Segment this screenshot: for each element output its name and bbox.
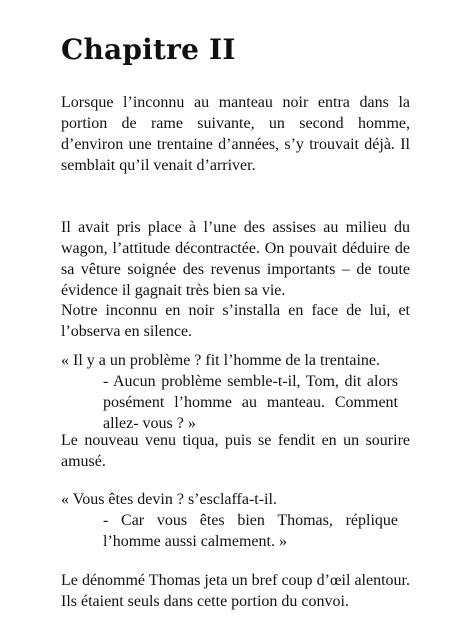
text-line: d’environ une trentaine d’années, s’y trouvait déjà. Il	[61, 136, 410, 153]
paragraph-seated-man	[61, 217, 410, 301]
chapter-title: Chapitre II	[61, 33, 236, 66]
dialogue-no-problem-reply	[103, 371, 398, 434]
paragraph-newcomer-smiles	[61, 430, 410, 472]
text-line: « Il y a un problème ? fit l’homme de la trentaine.	[61, 352, 380, 369]
text-line: allez- vous ? »	[103, 415, 196, 432]
text-line: l’observa en silence.	[61, 323, 193, 340]
text-line: Lorsque l’inconnu au manteau noir entra dans la	[61, 94, 410, 111]
text-line: l’homme aussi calmement. »	[103, 533, 287, 550]
text-line: - Aucun problème semble-t-il, Tom, dit alors	[103, 373, 398, 390]
paragraph-sits-opposite	[61, 300, 410, 342]
dialogue-devin-question	[61, 489, 410, 510]
text-line: évidence il gagnait très bien sa vie.	[61, 282, 286, 299]
text-line: « Vous êtes devin ? s’esclaffa-t-il.	[61, 491, 277, 508]
text-line: Le nouveau venu tiqua, puis se fendit en un sourire	[61, 432, 410, 449]
text-line: Il avait pris place à l’une des assises au milieu du	[61, 219, 410, 236]
dialogue-problem-question	[61, 350, 410, 371]
text-line: Le dénommé Thomas jeta un bref coup d’œil alentour.	[61, 572, 410, 589]
text-line: portion de rame suivante, un second homme,	[61, 115, 410, 132]
text-line: wagon, l’attitude décontractée. On pouvait déduire de	[61, 240, 410, 257]
text-line: semblait qu’il venait d’arriver.	[61, 157, 256, 174]
text-line: posément l’homme au manteau. Comment	[103, 394, 398, 411]
paragraph-thomas-glances	[61, 570, 410, 612]
paragraph-arrival	[61, 92, 410, 176]
text-line: sa vêture soignée des revenus importants – de toute	[61, 261, 410, 278]
text-line: Ils étaient seuls dans cette portion du convoi.	[61, 593, 349, 610]
text-line: - Car vous êtes bien Thomas, réplique	[103, 512, 398, 529]
dialogue-thomas-reply	[103, 510, 398, 552]
text-line: amusé.	[61, 453, 106, 470]
text-line: Notre inconnu en noir s’installa en face de lui, et	[61, 302, 410, 319]
